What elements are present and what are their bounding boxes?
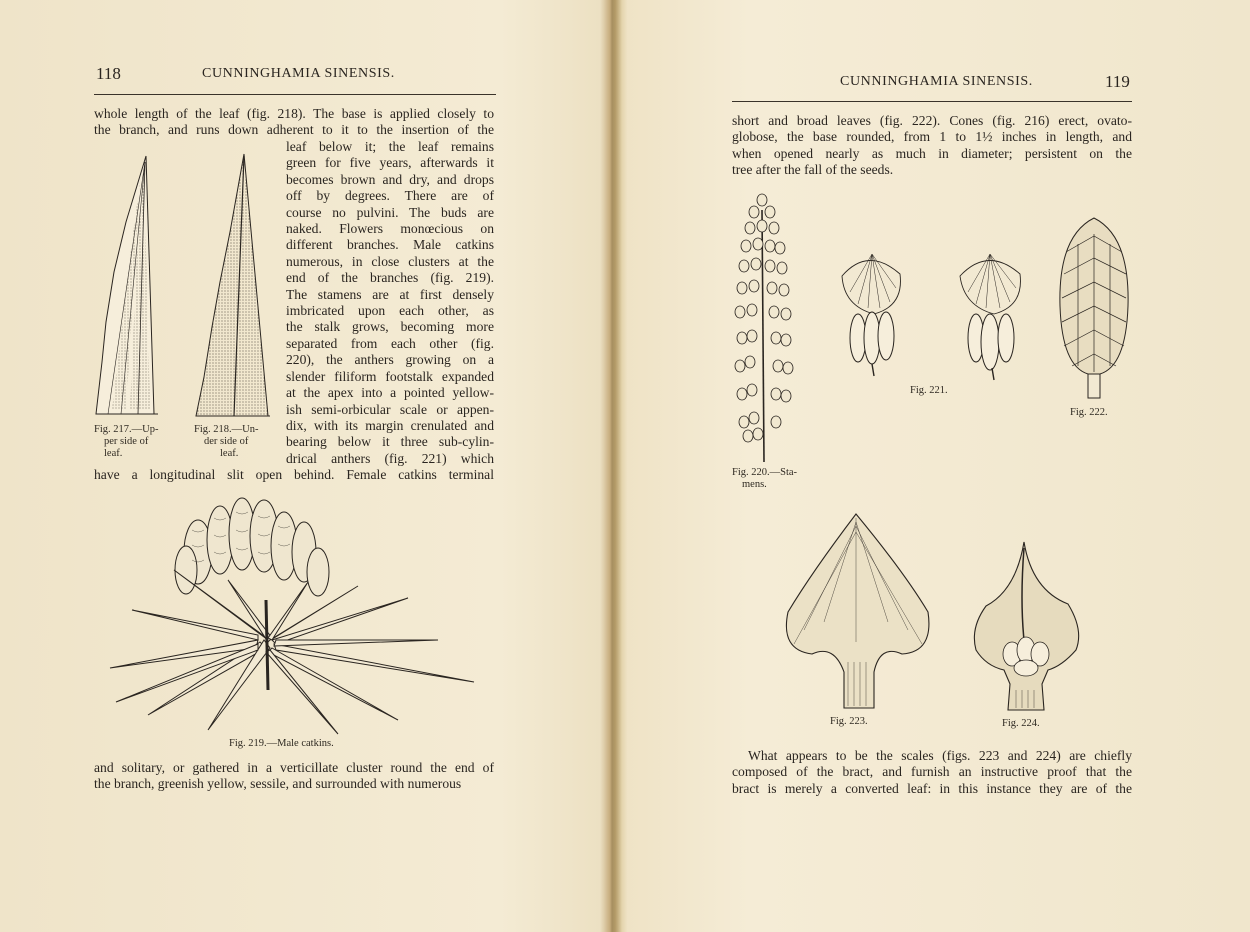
text-line: the branch, and runs down adherent to it to the insertion of the [94,122,494,138]
caption-line: Fig. 220.—Sta- [732,467,798,478]
page-number: 119 [1105,72,1130,91]
caption-line: der side of [204,436,249,447]
text-line: What appears to be the scales (figs. 223 and 224) are chiefly [748,748,1132,763]
text-line: at the apex into a pointed yellow- [286,385,494,401]
fig-221-stamens-illustration [838,246,1028,381]
fig-219-catkins-illustration [108,490,478,735]
text-line: The stamens are at first densely [286,286,494,302]
fig-220-stamens-illustration [732,190,792,465]
after-figures-line [94,467,494,483]
right-page [622,0,1250,932]
text-line: imbricated upon each other, as [286,303,494,319]
text-line: numerous, in close clusters at the [286,253,494,269]
text-line: tree after the fall of the seeds. [732,162,894,178]
text-line: end of the branches (fig. 219). [286,270,494,286]
header-rule [732,101,1132,102]
fig-222-caption: Fig. 222. [1070,407,1108,418]
text-line: becomes brown and dry, and drops [286,171,494,187]
text-line: drical anthers (fig. 221) which [286,450,494,466]
running-head: CUNNINGHAMIA SINENSIS. [840,74,1033,89]
fig-223-caption: Fig. 223. [830,716,868,727]
text-line: composed of the bract, and furnish an instructive proof that the [732,764,1132,780]
text-line: leaf below it; the leaf remains [286,139,494,154]
fig-222-cone-illustration [1056,216,1132,404]
text-line: whole length of the leaf (fig. 218). The base is applied closely to [94,106,494,121]
text-line: bearing below it three sub-cylin- [286,434,494,450]
text-line: different branches. Male catkins [286,237,494,253]
intro-paragraph [94,106,494,139]
fig-221-caption: Fig. 221. [910,385,948,396]
caption-line: leaf. [104,448,123,459]
running-head: CUNNINGHAMIA SINENSIS. [202,66,395,81]
text-line: bract is merely a converted leaf: in this instance they are of the [732,780,1132,796]
header-rule [94,94,496,95]
left-page [0,0,600,932]
text-line: slender filiform footstalk expanded [286,368,494,384]
fig-218-leaf-illustration [194,152,274,422]
text-line: ish semi-orbicular scale or appen- [286,401,494,417]
fig-224-bract-illustration [972,540,1086,715]
fig-217-caption [94,424,178,460]
text-line: the stalk grows, becoming more [286,319,494,335]
caption-line: leaf. [220,448,239,459]
text-line: dix, with its margin crenulated and [286,417,494,433]
book-gutter [600,0,622,932]
closing-paragraph [732,748,1132,797]
column-paragraph [286,139,494,467]
text-line: and solitary, or gathered in a verticillate cluster round the end of [94,760,494,775]
fig-217-leaf-illustration [94,152,160,422]
text-line: the branch, greenish yellow, sessile, and surrounded with numerous [94,776,462,792]
fig-224-caption: Fig. 224. [1002,718,1040,729]
caption-line: per side of [104,436,149,447]
fig-218-caption [194,424,278,460]
text-line: naked. Flowers monœcious on [286,221,494,237]
text-line: off by degrees. There are of [286,188,494,204]
text-line: short and broad leaves (fig. 222). Cones (fig. 216) erect, ovato- [732,113,1132,128]
closing-paragraph [94,760,494,793]
text-line: globose, the base rounded, from 1 to 1½ inches in length, and [732,129,1132,145]
fig-220-caption [732,467,797,491]
page-number: 118 [96,64,121,83]
caption-line: mens. [742,479,767,490]
text-line: separated from each other (fig. [286,335,494,351]
opening-paragraph [732,113,1132,179]
text-line: 220), the anthers growing on a [286,352,494,368]
fig-219-caption: Fig. 219.—Male catkins. [229,738,334,749]
fig-223-bract-illustration [784,512,934,712]
text-line: course no pulvini. The buds are [286,204,494,220]
text-line: have a longitudinal slit open behind. Female catkins terminal [94,467,494,482]
text-line: green for five years, afterwards it [286,155,494,171]
caption-line: Fig. 217.—Up- [94,424,159,435]
text-line: when opened nearly as much in diameter; persistent on the [732,145,1132,161]
caption-line: Fig. 218.—Un- [194,424,259,435]
